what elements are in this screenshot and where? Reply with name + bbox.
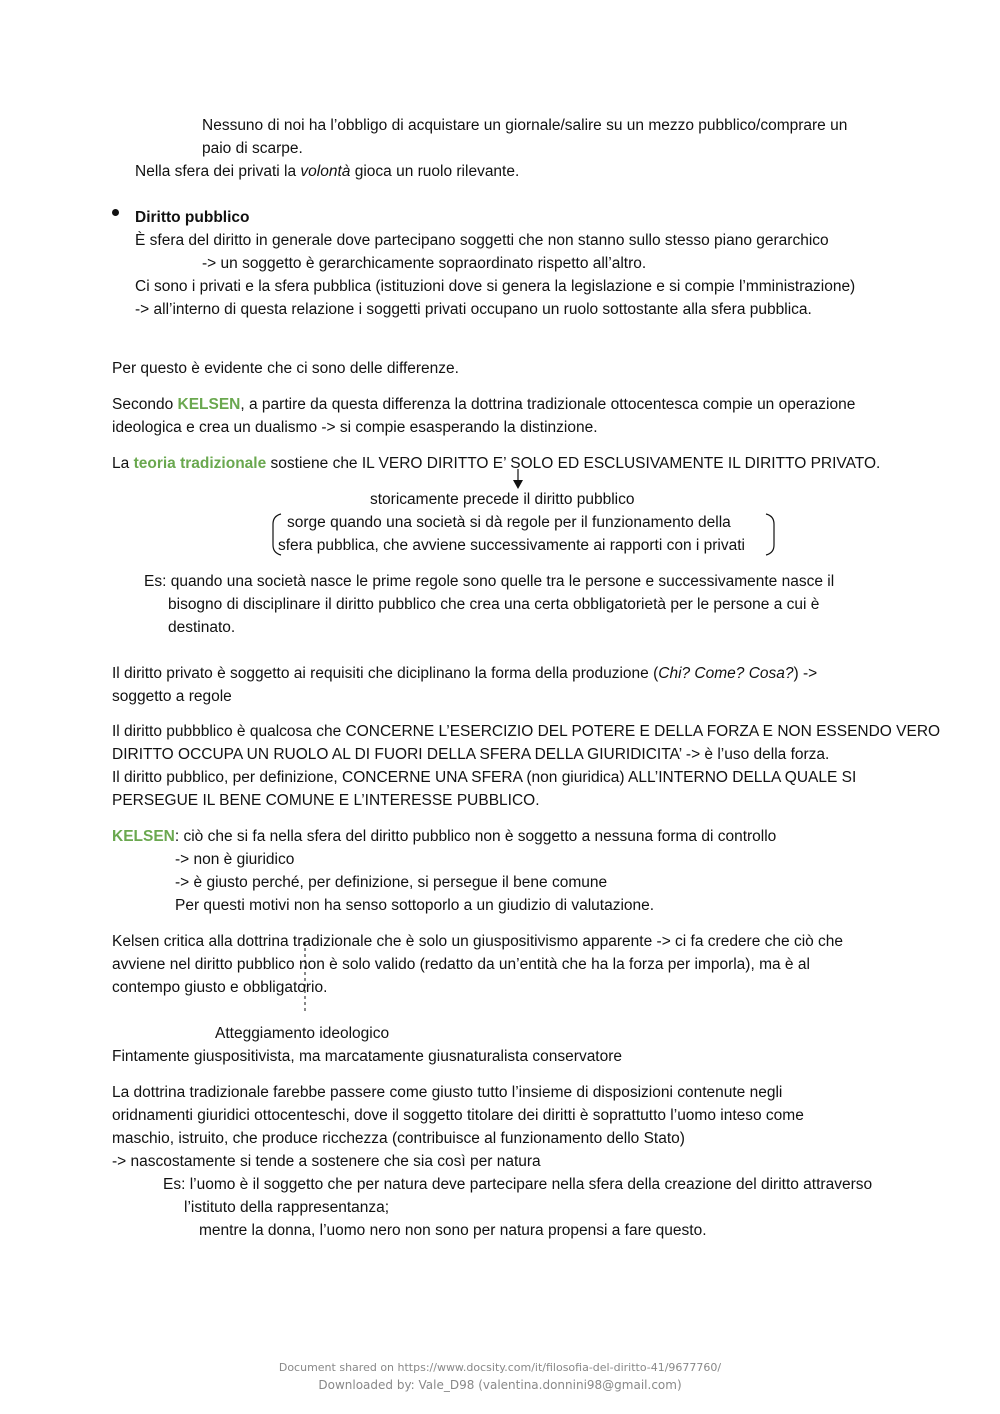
text-line: maschio, istruito, che produce ricchezza (contribuisce al funzionamento dello Stato) [112, 1130, 685, 1147]
text-line: Per questo è evidente che ci sono delle differenze. [112, 360, 459, 377]
text-line: -> un soggetto è gerarchicamente sopraordinato rispetto all’altro. [202, 255, 647, 272]
text-line: La dottrina tradizionale farebbe passere come giusto tutto l’insieme di disposizioni contenute negli [112, 1084, 783, 1101]
text-line: oridnamenti giuridici ottocenteschi, dove il soggetto titolare dei diritti è soprattutto l’uomo inteso come [112, 1107, 804, 1124]
text-line: Es: l’uomo è il soggetto che per natura deve partecipare nella sfera della creazione del diritto attraverso [163, 1176, 873, 1193]
text-line: Kelsen critica alla dottrina tradizionale che è solo un giuspositivismo apparente -> ci fa credere che ciò che [112, 933, 844, 950]
text-line: -> è giusto perché, per definizione, si persegue il bene comune [175, 874, 608, 891]
text-line: bisogno di disciplinare il diritto pubblico che crea una certa obbligatorietà per le persone a cui è [168, 596, 820, 613]
text-line: mentre la donna, l’uomo nero non sono per natura propensi a fare questo. [199, 1222, 707, 1239]
footer-downloaded: Downloaded by: Vale_D98 (valentina.donnini98@gmail.com) [318, 1378, 682, 1392]
keyword-kelsen: KELSEN [177, 396, 241, 413]
text-line: sfera pubblica, che avviene successivamente ai rapporti con i privati [278, 537, 745, 554]
right-brace-icon [766, 514, 774, 555]
text-span: La [112, 455, 134, 472]
keyword-kelsen: KELSEN [112, 828, 175, 845]
text-line: storicamente precede il diritto pubblico [370, 491, 635, 508]
text-line: È sfera del diritto in generale dove partecipano soggetti che non stanno sullo stesso piano gerarchico [135, 232, 829, 249]
text-span: , a partire da questa differenza la dottrina tradizionale ottocentesca compie un operazione [240, 396, 856, 413]
italic-term: Chi? Come? Cosa? [658, 665, 794, 682]
section-heading: Diritto pubblico [135, 209, 250, 226]
text-line: Atteggiamento ideologico [215, 1025, 390, 1042]
text-line: l’istituto della rappresentanza; [184, 1199, 390, 1216]
text-span: Il diritto privato è soggetto ai requisiti che diciplinano la forma della produzione ( [112, 665, 659, 682]
text-line: -> nascostamente si tende a sostenere che sia così per natura [112, 1153, 541, 1170]
text-line: Es: quando una società nasce le prime regole sono quelle tra le persone e successivamente nasce il [144, 573, 835, 590]
text-line: -> all’interno di questa relazione i soggetti privati occupano un ruolo sottostante alla sfera pubblica. [135, 301, 812, 318]
text-line: contempo giusto e obbligatorio. [112, 979, 328, 996]
text-line: -> non è giuridico [175, 851, 295, 868]
text-span: Secondo [112, 396, 178, 413]
keyword-teoria: teoria tradizionale [133, 455, 267, 472]
text-span: sostiene che IL VERO DIRITTO E’ SOLO ED ESCLUSIVAMENTE IL DIRITTO PRIVATO. [266, 455, 881, 472]
text-line: Nessuno di noi ha l’obbligo di acquistare un giornale/salire su un mezzo pubblico/comprare un [202, 117, 848, 134]
text-line: Fintamente giuspositivista, ma marcatamente giusnaturalista conservatore [112, 1048, 623, 1065]
text-line: ideologica e crea un dualismo -> si compie esasperando la distinzione. [112, 419, 598, 436]
text-line: Il diritto pubblico, per definizione, CONCERNE UNA SFERA (non giuridica) ALL’INTERNO DELLA QUALE SI [112, 769, 857, 786]
text-line: paio di scarpe. [202, 140, 303, 157]
text-line: sorge quando una società si dà regole per il funzionamento della [287, 514, 731, 531]
text-span: ) -> [793, 665, 818, 682]
text-span: Nella sfera dei privati la [135, 163, 301, 180]
text-line: soggetto a regole [112, 688, 232, 705]
text-line: avviene nel diritto pubblico non è solo valido (redatto da un’entità che ha la forza per imporla), ma è al [112, 956, 810, 973]
footer-shared: Document shared on https://www.docsity.com/it/filosofia-del-diritto-41/9677760/ [278, 1361, 722, 1374]
text-line: destinato. [168, 619, 236, 636]
left-brace-icon [273, 514, 281, 555]
text-span: : ciò che si fa nella sfera del diritto pubblico non è soggetto a nessuna forma di controllo [174, 828, 777, 845]
text-line: Il diritto pubbblico è qualcosa che CONCERNE L’ESERCIZIO DEL POTERE E DELLA FORZA E NON ESSENDO VERO [112, 723, 941, 740]
text-line: DIRITTO OCCUPA UN RUOLO AL DI FUORI DELLA SFERA DELLA GIURIDICITA’ -> è l’uso della forza. [112, 746, 830, 763]
text-span: gioca un ruolo rilevante. [350, 163, 520, 180]
down-arrow-icon [513, 469, 523, 489]
italic-term: volontà [300, 163, 351, 180]
text-line: PERSEGUE IL BENE COMUNE E L’INTERESSE PUBBLICO. [112, 792, 540, 809]
text-line: Ci sono i privati e la sfera pubblica (istituzioni dove si genera la legislazione e si compie l’mministrazione) [135, 278, 856, 295]
text-line: Per questi motivi non ha senso sottoporlo a un giudizio di valutazione. [175, 897, 655, 914]
